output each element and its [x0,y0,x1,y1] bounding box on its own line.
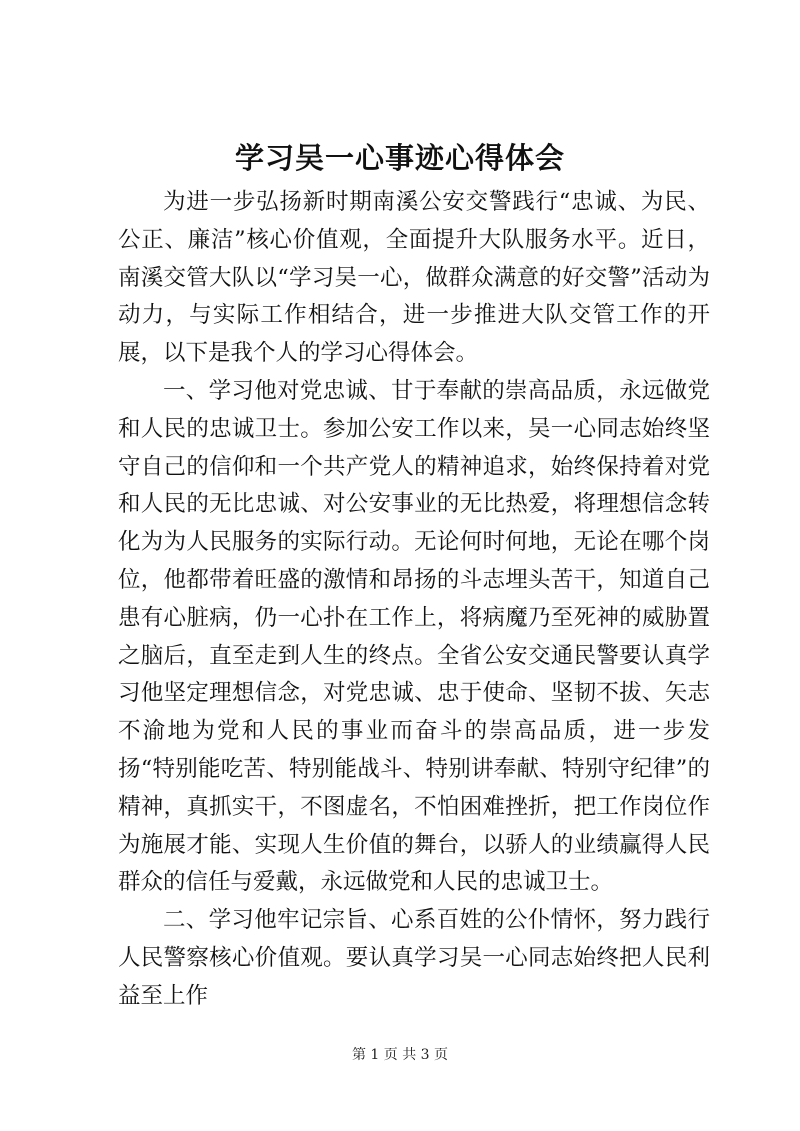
paragraph-point-one: 一、学习他对党忠诚、甘于奉献的崇高品质，永远做党和人民的忠诚卫士。参加公安工作以来，吴一心同志始终坚守自己的信仰和一个共产党人的精神追求，始终保持着对党和人民的无比忠诚、对公安事业的无比热爱，将理想信念转化为为人民服务的实际行动。无论何时何地，无论在哪个岗位，他都带着旺盛的激情和昂扬的斗志埋头苦干，知道自己患有心脏病，仍一心扑在工作上，将病魔乃至死神的威胁置之脑后，直至走到人生的终点。全省公安交通民警要认真学习他坚定理想信念，对党忠诚、忠于使命、坚韧不拔、矢志不渝地为党和人民的事业而奋斗的崇高品质，进一步发扬“特别能吃苦、特别能战斗、特别讲奉献、特别守纪律”的精神，真抓实干，不图虚名，不怕困难挫折，把工作岗位作为施展才能、实现人生价值的舞台，以骄人的业绩赢得人民群众的信任与爱戴，永远做党和人民的忠诚卫士。 [118,377,710,896]
paragraph-point-two: 二、学习他牢记宗旨、心系百姓的公仆情怀，努力践行人民警察核心价值观。要认真学习吴一心同志始终把人民利益至上作 [118,907,710,1009]
page-number-footer: 第 1 页 共 3 页 [351,1047,449,1063]
document-body [118,184,710,1016]
paragraph-intro: 为进一步弘扬新时期南溪公安交警践行“忠诚、为民、公正、廉洁”核心价值观，全面提升大队服务水平。近日，南溪交管大队以“学习吴一心，做群众满意的好交警”活动为动力，与实际工作相结合，进一步推进大队交管工作的开展，以下是我个人的学习心得体会。 [118,189,710,367]
document-title: 学习吴一心事迹心得体会 [234,141,565,175]
